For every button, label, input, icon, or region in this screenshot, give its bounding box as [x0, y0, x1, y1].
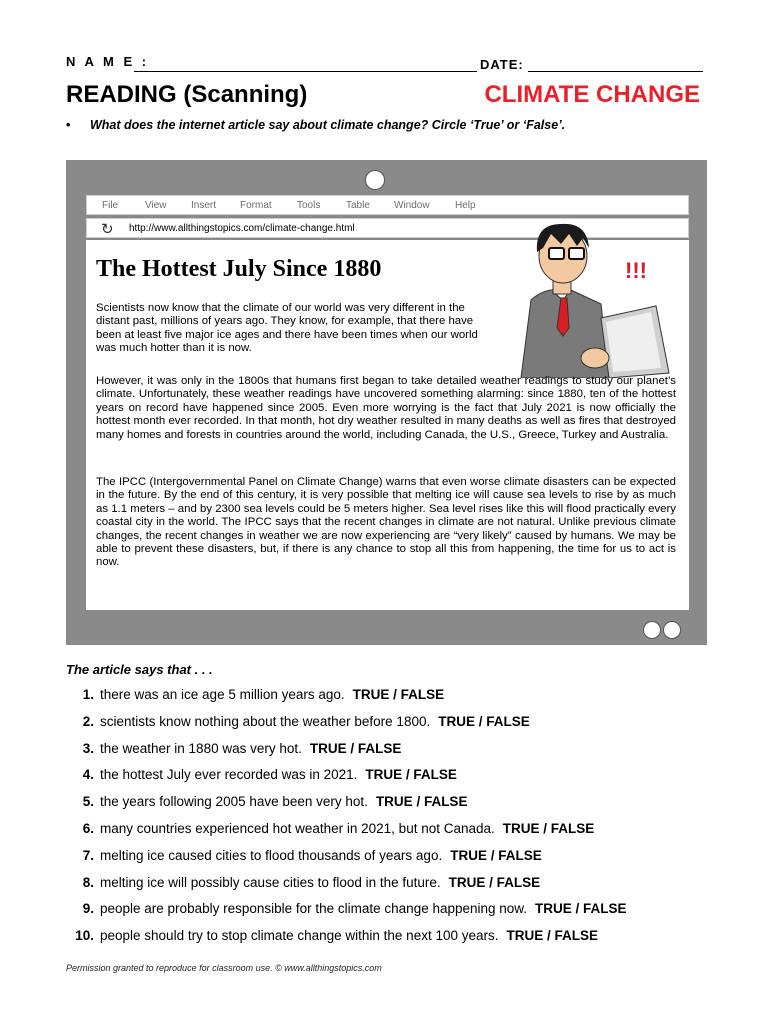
- menu-item-window[interactable]: Window: [394, 200, 430, 211]
- quiz-item: [60, 794, 720, 821]
- footer-permission: Permission granted to reproduce for classroom use. © www.allthingstopics.com: [66, 963, 382, 973]
- article-paragraph-1: Scientists now know that the climate of our world was very different in the distant past, millions of years ago. They know, for example, that there have been at least five major ice ages and there have been times when our world was much hotter than it is now.: [96, 302, 478, 355]
- quiz-item-number: 6.: [82, 820, 94, 836]
- quiz-item-text: many countries experienced hot weather in 2021, but not Canada.: [100, 820, 495, 836]
- quiz-heading: The article says that . . .: [66, 662, 213, 677]
- true-false-choice[interactable]: TRUE / FALSE: [352, 687, 445, 702]
- quiz-item-number: 4.: [82, 767, 94, 783]
- refresh-icon[interactable]: ↻: [101, 221, 114, 238]
- worried-man-at-computer-icon: [491, 208, 681, 378]
- true-false-choice[interactable]: TRUE / FALSE: [365, 767, 457, 783]
- quiz-item-number: 9.: [82, 901, 94, 917]
- quiz-item-number: 10.: [75, 928, 94, 944]
- quiz-item-text: people are probably responsible for the climate change happening now.: [100, 901, 528, 917]
- true-false-choice[interactable]: TRUE / FALSE: [309, 740, 402, 756]
- url-text[interactable]: http://www.allthingstopics.com/climate-change.html: [129, 223, 355, 234]
- bullet-icon: •: [66, 118, 71, 132]
- quiz-item-text: people should try to stop climate change within the next 100 years.: [100, 928, 499, 944]
- menu-item-insert[interactable]: Insert: [191, 200, 217, 211]
- true-false-choice[interactable]: TRUE / FALSE: [502, 820, 595, 836]
- quiz-item: [60, 928, 720, 955]
- quiz-item-text: the years following 2005 have been very hot.: [100, 794, 368, 810]
- menu-item-file[interactable]: File: [102, 200, 119, 211]
- quiz-item: [60, 741, 720, 768]
- knob-icon: [663, 621, 681, 639]
- true-false-choice[interactable]: TRUE / FALSE: [535, 901, 627, 917]
- quiz-item-text: scientists know nothing about the weather before 1800.: [100, 713, 431, 729]
- quiz-item: [60, 714, 720, 741]
- quiz-item-number: 2.: [82, 713, 94, 729]
- quiz-item-number: 3.: [82, 740, 94, 756]
- quiz-item-number: 7.: [82, 847, 94, 863]
- browser-window: [66, 160, 707, 645]
- camera-knob-icon: [365, 170, 385, 190]
- quiz-item: [60, 901, 720, 928]
- menu-item-help[interactable]: Help: [455, 200, 476, 211]
- quiz-item: [60, 848, 720, 875]
- date-label: DATE:: [480, 57, 524, 72]
- true-false-choice[interactable]: TRUE / FALSE: [506, 928, 599, 944]
- worksheet-title: READING (Scanning): [66, 81, 308, 108]
- name-date-row: [66, 52, 706, 76]
- menu-item-table[interactable]: Table: [346, 200, 370, 211]
- article-paragraph-3: The IPCC (Intergovernmental Panel on Climate Change) warns that even worse climate disasters can be expected in the future. By the end of this century, it is very possible that melting ice will cause sea levels to rise by as much as 1.1 meters – and by 2300 sea levels could be 5 meters higher. Sea level rises like this will flood practically every coastal city in the world. The IPCC says that the recent changes in climate are not natural. Unlike previous climate changes, the recent changes in weather we are now experiencing are “very likely” caused by humans. We may be able to prevent these disasters, but, if there is any chance to stop all this from happening, the time for us to act is now.: [96, 476, 676, 569]
- menu-item-tools[interactable]: Tools: [297, 200, 321, 211]
- quiz-item-text: melting ice will possibly cause cities to flood in the future.: [100, 874, 441, 890]
- quiz-item-text: there was an ice age 5 million years ago.: [100, 687, 345, 702]
- name-line[interactable]: [134, 71, 477, 72]
- instruction: [66, 118, 565, 132]
- article-page: [86, 240, 689, 610]
- name-label: N A M E :: [66, 54, 150, 69]
- date-line[interactable]: [528, 71, 703, 72]
- menu-item-format[interactable]: Format: [240, 200, 272, 211]
- menu-item-view[interactable]: View: [145, 200, 167, 211]
- quiz-item: [60, 767, 720, 794]
- quiz-item-number: 5.: [82, 794, 94, 810]
- quiz-list: [60, 687, 720, 955]
- quiz-item-number: 1.: [82, 687, 94, 702]
- exclamation-icon: !!!: [625, 258, 647, 283]
- true-false-choice[interactable]: TRUE / FALSE: [438, 713, 530, 729]
- quiz-item: [60, 821, 720, 848]
- quiz-item-number: 8.: [82, 874, 94, 890]
- quiz-item: [60, 875, 720, 902]
- true-false-choice[interactable]: TRUE / FALSE: [375, 794, 468, 810]
- true-false-choice[interactable]: TRUE / FALSE: [450, 847, 542, 863]
- article-paragraph-2: However, it was only in the 1800s that humans first began to take detailed weather readings to study our planet’s climate. Unfortunately, these weather readings have uncovered something alarming: since 1880, ten of the hottest years on record have happened since 2005. Even more worrying is the fact that July 2021 is now officially the hottest month ever recorded. In that month, hot dry weather resulted in many deaths as well as fires that destroyed many homes and forests in countries around the world, including Canada, the U.S., Greece, Turkey and Australia.: [96, 375, 676, 441]
- quiz-item: [60, 687, 720, 714]
- browser-knobs: [641, 621, 681, 644]
- instruction-text: What does the internet article say about climate change? Circle ‘True’ or ‘False’.: [90, 118, 566, 132]
- quiz-item-text: the hottest July ever recorded was in 2021.: [100, 767, 358, 783]
- quiz-item-text: the weather in 1880 was very hot.: [100, 740, 302, 756]
- true-false-choice[interactable]: TRUE / FALSE: [448, 874, 541, 890]
- knob-icon: [643, 621, 661, 639]
- quiz-item-text: melting ice caused cities to flood thousands of years ago.: [100, 847, 443, 863]
- article-title: The Hottest July Since 1880: [96, 256, 382, 282]
- topic-title: CLIMATE CHANGE: [484, 81, 700, 108]
